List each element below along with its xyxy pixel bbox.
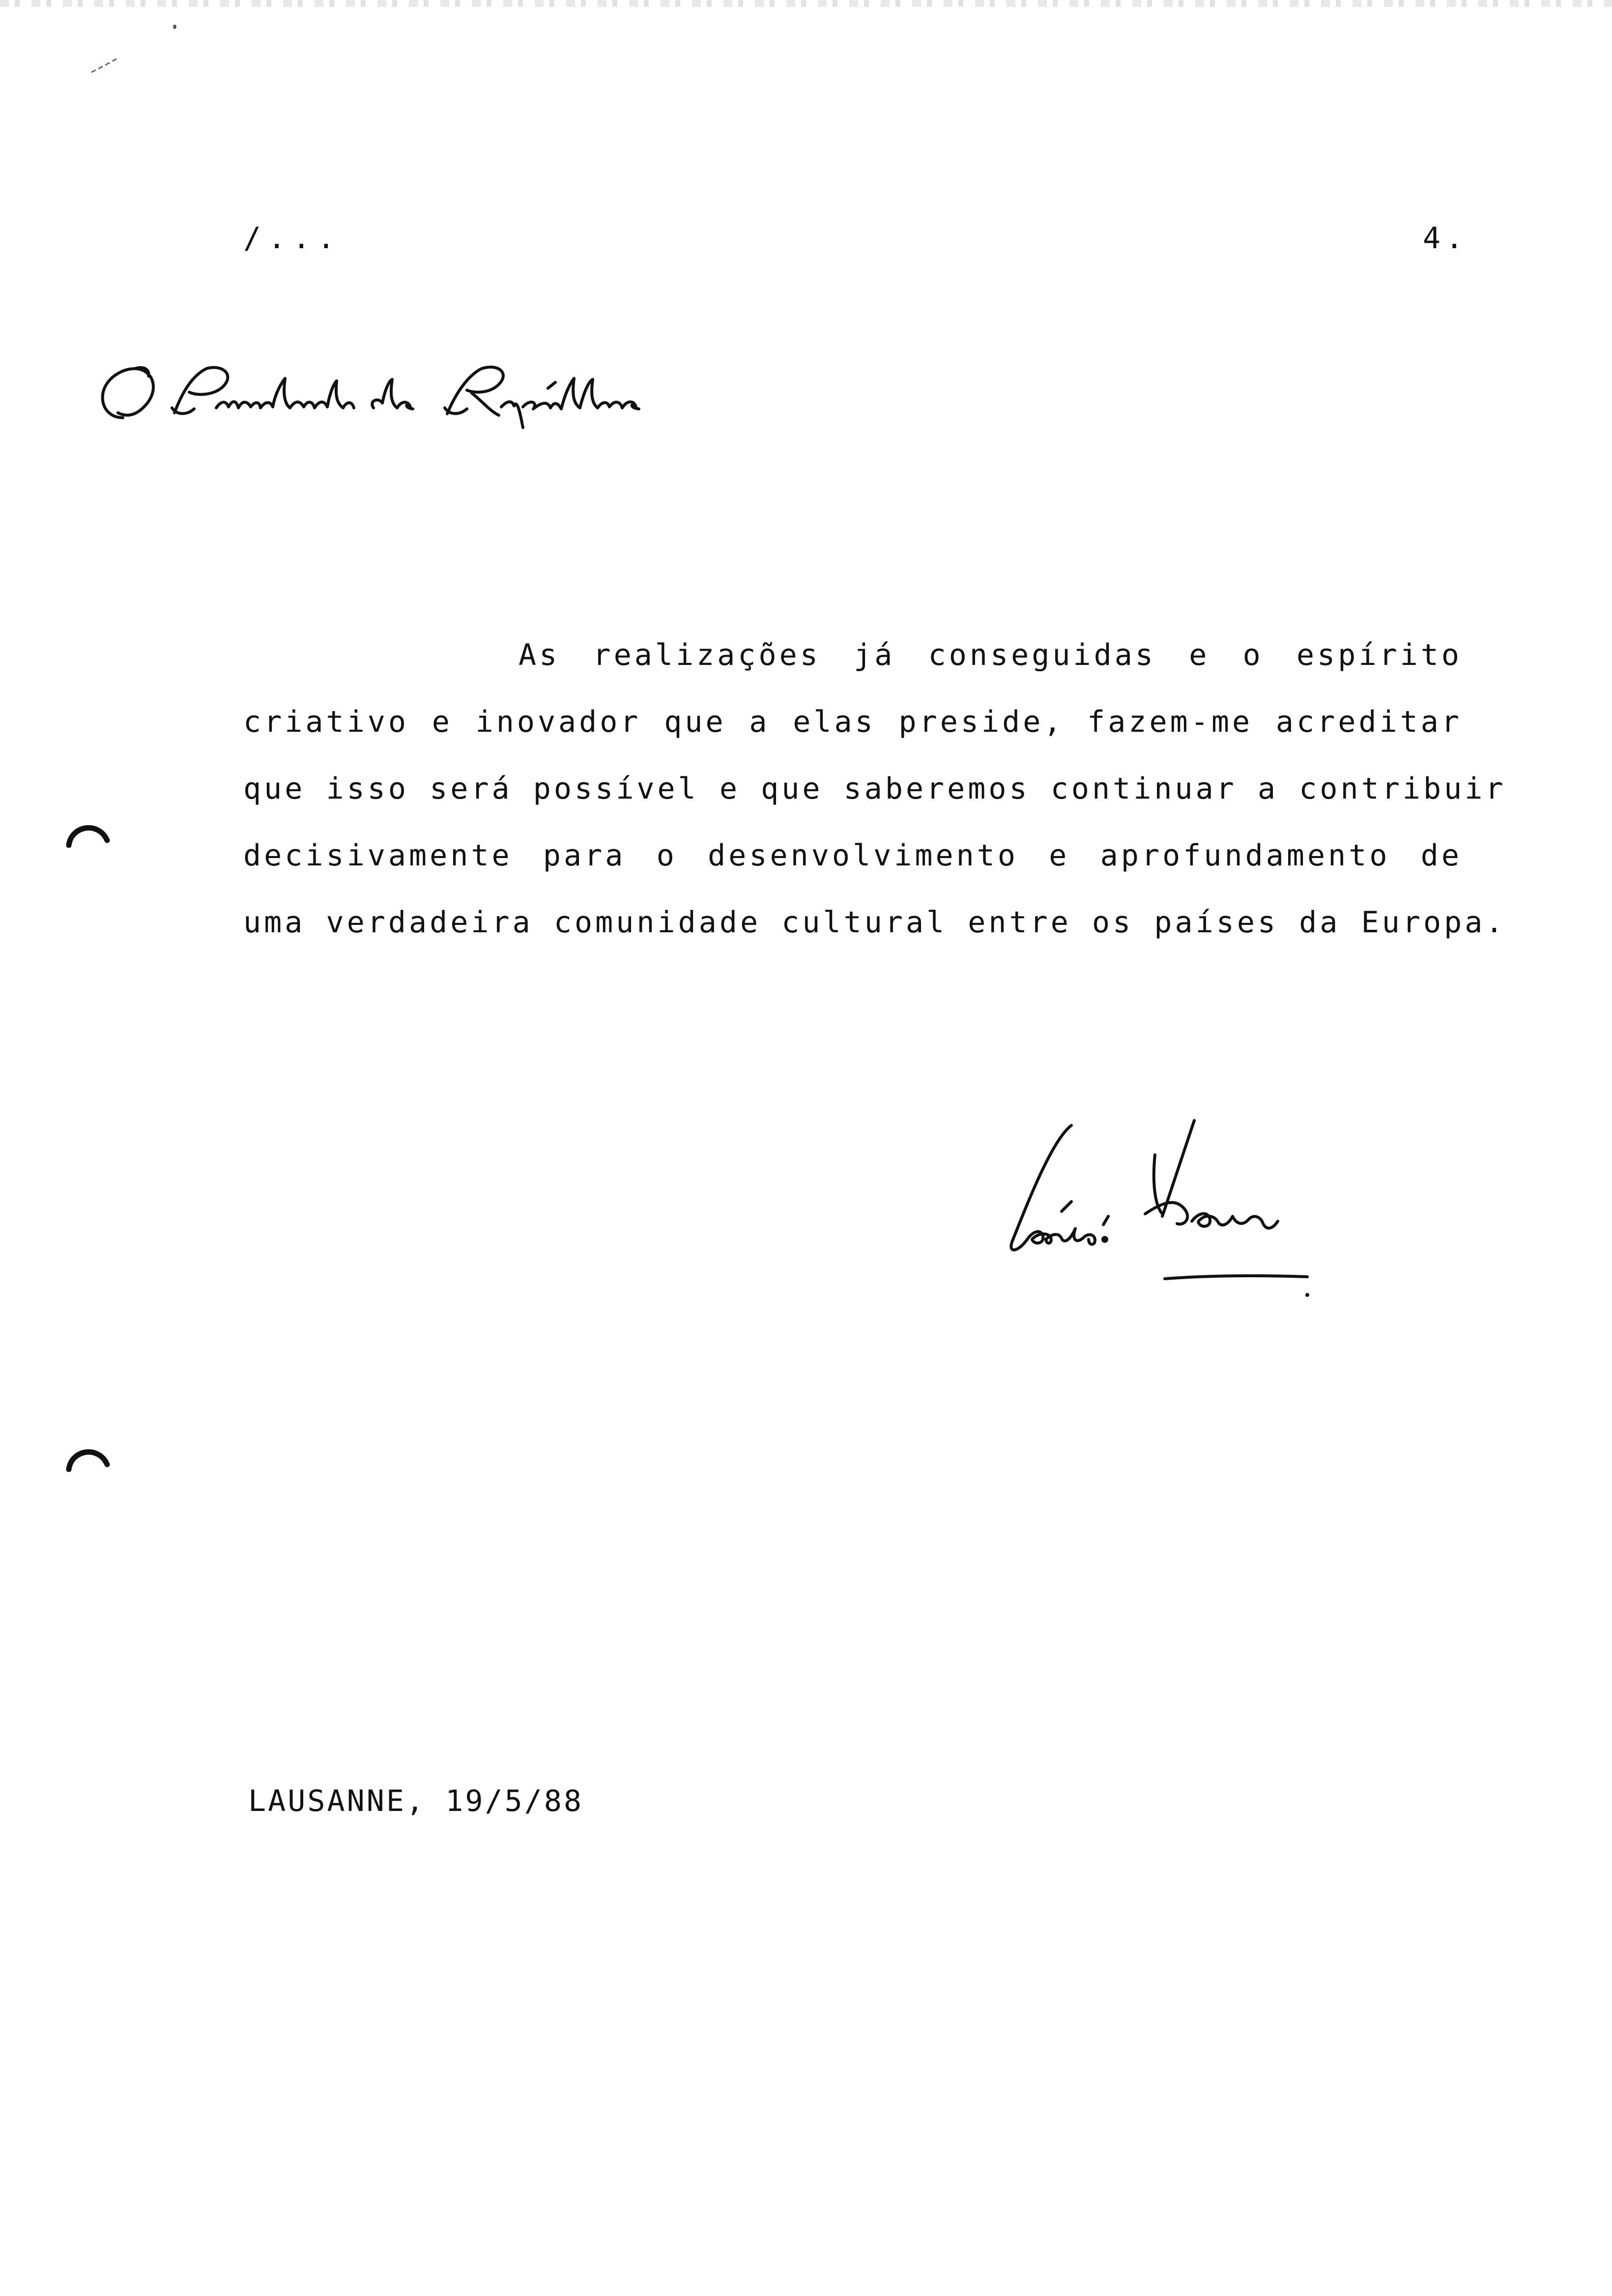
body-line: criativo e inovador que a elas preside, fazem-me acreditar [243, 705, 1462, 739]
signature-image [998, 1111, 1352, 1317]
letterhead-script-logo [88, 354, 688, 432]
page-number: 4. [1423, 221, 1468, 256]
letter-body [243, 622, 1506, 956]
letterhead [88, 354, 688, 432]
scan-scratch [88, 52, 128, 81]
body-line: uma verdadeira comunidade cultural entre os países da Europa. [243, 905, 1506, 940]
punch-hole-mark [64, 818, 111, 848]
place-date: LAUSANNE, 19/5/88 [248, 1784, 584, 1818]
body-line: As realizações já conseguidas e o espírito [518, 638, 1462, 672]
body-line: que isso será possível e que saberemos continuar a contribuir [243, 772, 1506, 806]
continuation-mark: /... [243, 221, 342, 256]
body-line: decisivamente para o desenvolvimento e aprofundamento de [243, 838, 1462, 873]
punch-hole-mark [64, 1442, 111, 1472]
scan-speck [173, 25, 176, 29]
handwritten-signature [998, 1111, 1352, 1317]
scan-edge-artifact [0, 0, 1612, 7]
